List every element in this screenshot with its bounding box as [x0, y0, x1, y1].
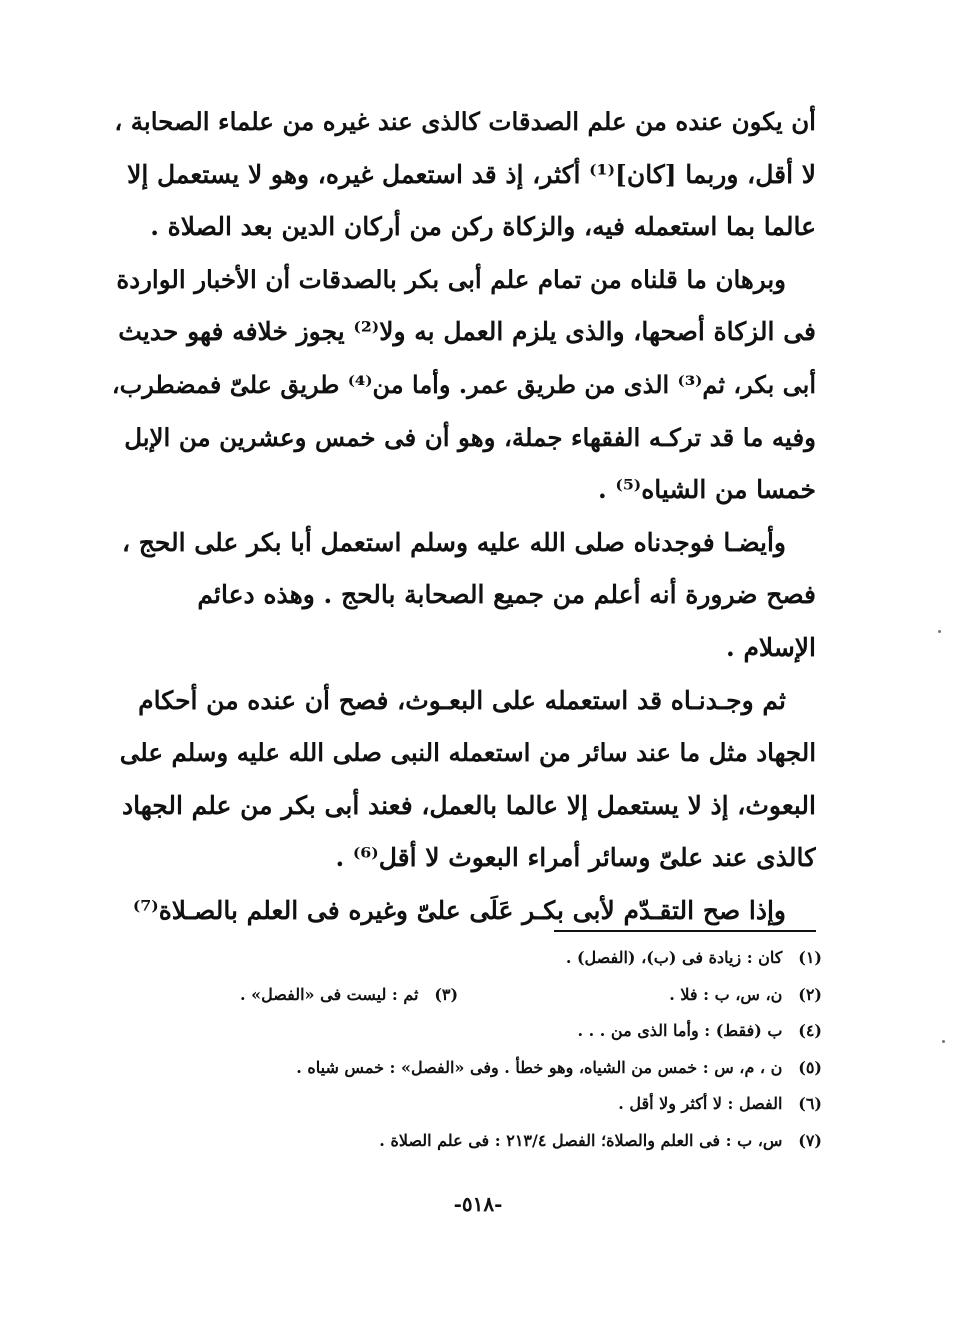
footnote-text: ب (فقط) : وأما الذى من . . .: [577, 1021, 783, 1040]
text-line: لا أقل، وربما [كان]⁽¹⁾ أكثر، إذ قد استعمل غيره، وهو لا يستعمل إلا: [127, 159, 816, 189]
text-line: وفيه ما قد تركـه الفقهاء جملة، وهو أن فى خمس وعشرين من الإبل: [124, 422, 816, 452]
text-line: عالما بما استعمله فيه، والزكاة ركن من أركان الدين بعد الصلاة .: [150, 212, 816, 242]
footnote-7: [150, 1123, 822, 1160]
footnote-text: ن، س، ب : فلا .: [669, 984, 783, 1004]
footnote-number: (٦): [798, 1094, 822, 1113]
footnote-number: (٤): [798, 1021, 822, 1040]
main-text: [112, 96, 816, 938]
text-line: فصح ضرورة أنه أعلم من جميع الصحابة بالحج . وهذه دعائم: [197, 580, 816, 610]
footnote-text: الفصل : لا أكثر ولا أقل .: [618, 1094, 783, 1113]
footnote-number: (٥): [798, 1057, 822, 1077]
footnote-number: (٣): [434, 984, 459, 1004]
text-line: كالذى عند علىّ وسائر أمراء البعوث لا أقل⁽⁶⁾ .: [335, 843, 816, 873]
footnote-number: (١): [798, 948, 822, 967]
footnote-6: [150, 1086, 822, 1123]
text-line: وأيضـا فوجدناه صلى الله عليه وسلم استعمل أبا بكر على الحج ،: [121, 527, 786, 557]
scan-speck: [938, 630, 941, 633]
footnote-separator: [554, 930, 816, 932]
text-line: أن يكون عنده من علم الصدقات كالذى عند غيره من علماء الصحابة ،: [114, 107, 816, 136]
footnote-4: [150, 1013, 822, 1050]
text-line: وإذا صح التقـدّم لأبى بكـر عَلَى علىّ وغيره فى العلم بالصـلاة⁽⁷⁾: [132, 895, 786, 925]
footnote-number: (٢): [798, 984, 822, 1004]
text-line: البعوث، إذ لا يستعمل إلا عالما بالعمل، فعند أبى بكر من علم الجهاد: [121, 790, 816, 820]
text-line: فى الزكاة أصحها، والذى يلزم العمل به ولا⁽²⁾ يجوز خلافه فهو حديث: [118, 317, 816, 347]
footnote-number: (٧): [798, 1130, 822, 1150]
text-line: الإسلام .: [726, 632, 816, 662]
footnote-5: [150, 1050, 822, 1087]
text-line: ثم وجـدنـاه قد استعمله على البعـوث، فصح أن عنده من أحكام: [138, 685, 786, 715]
footnote-text: ثم : ليست فى «الفصل» .: [240, 984, 419, 1004]
footnote-2: [150, 977, 822, 1014]
footnote-text: ن ، م، س : خمس من الشياه، وهو خطأ . وفى «الفصل» : خمس شياه .: [296, 1057, 783, 1077]
page-number: -٥١٨-: [453, 1192, 503, 1216]
footnote-3: [240, 977, 458, 1014]
footnote-text: كان : زيادة فى (ب)، (الفصل) .: [565, 948, 783, 967]
text-line: وبرهان ما قلناه من تمام علم أبى بكر بالصدقات أن الأخبار الواردة: [116, 264, 786, 294]
footnote-1: [150, 940, 822, 977]
text-line: أبى بكر، ثم⁽³⁾ الذى من طريق عمر. وأما من⁽⁴⁾ طريق علىّ فمضطرب،: [112, 369, 816, 399]
footnote-text: س، ب : فى العلم والصلاة؛ الفصل ٢١٣/٤ : فى علم الصلاة .: [379, 1130, 783, 1150]
text-line: الجهاد مثل ما عند سائر من استعمله النبى صلى الله عليه وسلم على: [119, 738, 816, 768]
scan-speck: [942, 1040, 945, 1043]
footnotes: [150, 940, 822, 1159]
text-line: خمسا من الشياه⁽⁵⁾ .: [597, 475, 816, 505]
